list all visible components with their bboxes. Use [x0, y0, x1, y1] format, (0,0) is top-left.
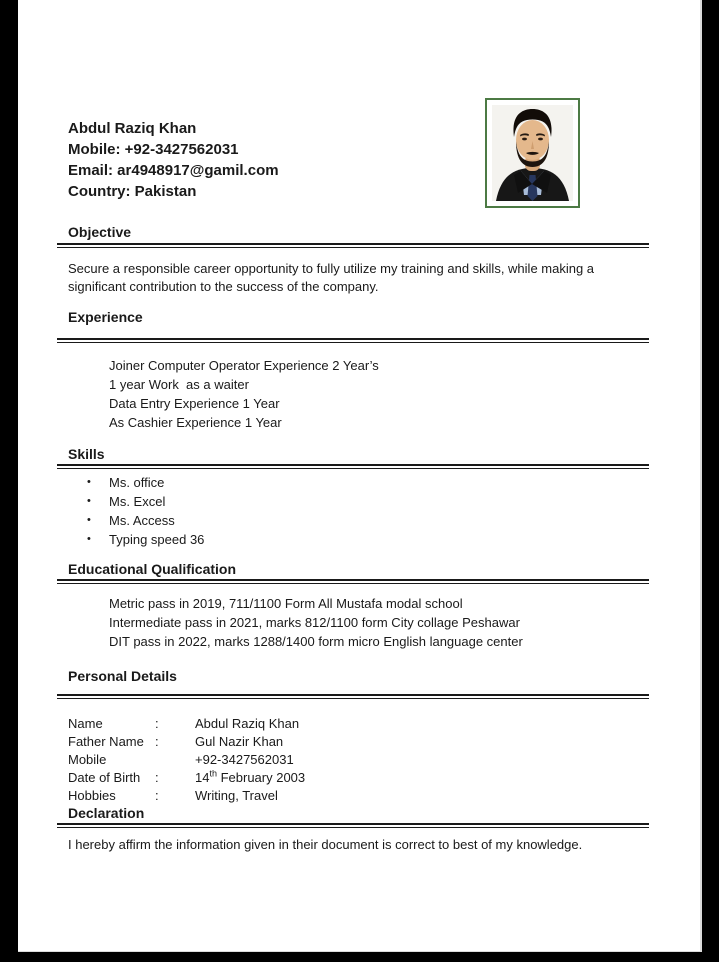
photo-frame — [485, 98, 580, 208]
list-item — [57, 473, 649, 492]
list-item — [57, 530, 649, 549]
personal-value: Gul Nazir Khan — [195, 734, 284, 749]
personal-colon — [155, 751, 195, 769]
dob-ordinal: th — [209, 768, 217, 779]
objective-text: Secure a responsible career opportunity to fully utilize my training and skills, while making a significant contribution to the success of the company. — [68, 261, 595, 294]
experience-list — [57, 356, 649, 432]
personal-details-table — [57, 715, 649, 805]
section-title-declaration: Declaration — [68, 805, 145, 821]
list-item: Joiner Computer Operator Experience 2 Year’s — [109, 358, 379, 373]
table-row — [68, 733, 649, 751]
personal-label: Name — [68, 716, 103, 731]
personal-label: Father Name — [68, 734, 144, 749]
list-item: DIT pass in 2022, marks 1288/1400 form micro English language center — [109, 634, 523, 649]
section-rule — [57, 338, 649, 343]
personal-colon: : — [155, 734, 159, 749]
skill-label: Ms. Excel — [109, 494, 166, 509]
bullet-icon: • — [87, 514, 91, 526]
section-education — [57, 561, 649, 651]
list-item: As Cashier Experience 1 Year — [109, 415, 282, 430]
table-row — [68, 715, 649, 733]
personal-colon: : — [155, 788, 159, 803]
dob-rest: February 2003 — [216, 770, 306, 785]
section-skills — [57, 446, 649, 549]
portrait-photo-icon — [492, 105, 573, 201]
mobile-line: Mobile: +92-3427562031 — [68, 141, 239, 158]
section-title-experience: Experience — [68, 309, 143, 325]
list-item: Data Entry Experience 1 Year — [109, 396, 280, 411]
person-name: Abdul Raziq Khan — [68, 120, 197, 137]
skill-label: Typing speed 36 — [109, 532, 205, 547]
education-list — [57, 594, 649, 651]
personal-colon: : — [155, 770, 159, 785]
personal-colon: : — [155, 716, 159, 731]
bullet-icon: • — [87, 533, 91, 545]
list-item — [57, 511, 649, 530]
personal-value: Abdul Raziq Khan — [195, 716, 300, 731]
section-title-personal-details: Personal Details — [68, 668, 177, 684]
section-declaration — [57, 805, 649, 854]
personal-label: Hobbies — [68, 788, 116, 803]
section-rule — [57, 579, 649, 584]
skill-label: Ms. office — [109, 475, 165, 490]
list-item: Metric pass in 2019, 711/1100 Form All Mustafa modal school — [109, 596, 463, 611]
personal-label: Mobile — [68, 752, 107, 767]
list-item: 1 year Work as a waiter — [109, 377, 249, 392]
personal-value — [195, 769, 305, 787]
section-title-education: Educational Qualification — [68, 561, 237, 577]
bullet-icon: • — [87, 495, 91, 507]
resume-page — [18, 0, 702, 952]
list-item: Intermediate pass in 2021, marks 812/1100 form City collage Peshawar — [109, 615, 520, 630]
bullet-icon: • — [87, 476, 91, 488]
skill-label: Ms. Access — [109, 513, 175, 528]
section-personal-details — [57, 668, 649, 805]
country-line: Country: Pakistan — [68, 183, 197, 200]
table-row — [68, 787, 649, 805]
section-title-skills: Skills — [68, 446, 105, 462]
declaration-text: I hereby affirm the information given in their document is correct to best of my knowledge. — [68, 837, 583, 852]
personal-label: Date of Birth — [68, 770, 141, 785]
table-row — [68, 769, 649, 787]
skills-list — [57, 473, 649, 549]
personal-value: Writing, Travel — [195, 788, 278, 803]
section-rule — [57, 243, 649, 248]
list-item — [57, 492, 649, 511]
section-rule — [57, 694, 649, 699]
section-title-objective: Objective — [68, 224, 132, 240]
section-rule — [57, 464, 649, 469]
header-block — [57, 118, 649, 202]
section-rule — [57, 823, 649, 828]
email-line: Email: ar4948917@gamil.com — [68, 162, 279, 179]
section-objective — [57, 224, 649, 295]
personal-value: +92-3427562031 — [195, 752, 294, 767]
resume-content — [57, 118, 649, 854]
section-experience — [57, 309, 649, 432]
table-row — [68, 751, 649, 769]
dob-day: 14 — [195, 770, 210, 785]
